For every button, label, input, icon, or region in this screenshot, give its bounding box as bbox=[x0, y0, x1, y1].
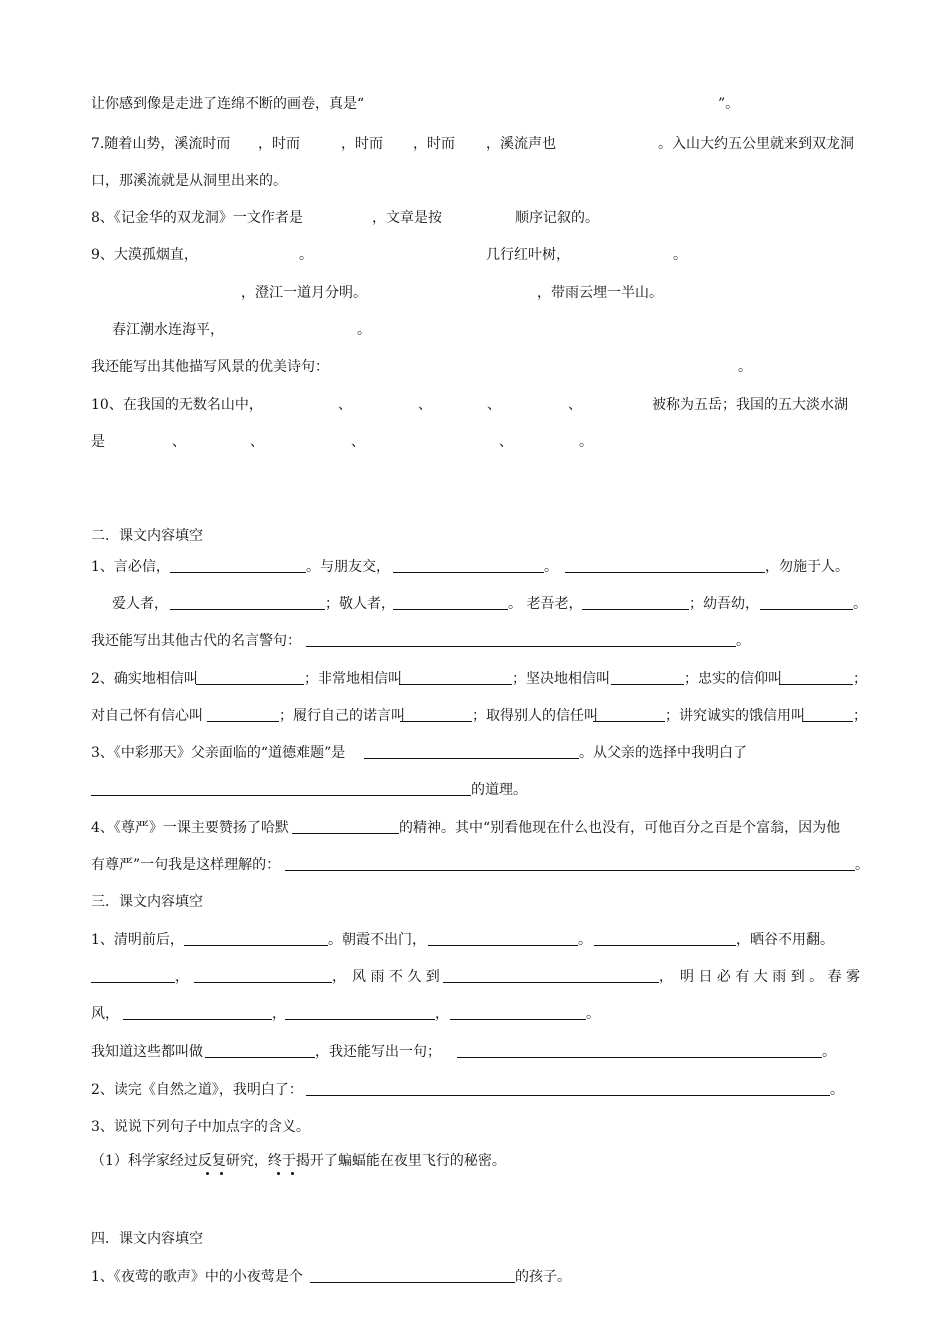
text-line: 让你感到像是走进了连绵不断的画卷，真是“ bbox=[91, 96, 365, 112]
section-title: 三．课文内容填空 bbox=[91, 894, 203, 910]
answer-blank[interactable] bbox=[310, 1282, 515, 1283]
text-line: 1、《夜莺的歌声》中的小夜莺是个 bbox=[91, 1269, 303, 1285]
text-line: ；履行自己的诺言叫 bbox=[279, 708, 405, 724]
answer-blank[interactable] bbox=[196, 684, 304, 685]
text-line: 。朝霞不出门， bbox=[328, 932, 426, 948]
text-line: ，带雨云埋一半山。 bbox=[537, 285, 663, 301]
text-line: 爱人者， bbox=[112, 596, 168, 612]
text-line: 、 bbox=[250, 434, 264, 450]
text-line: ，我还能写出一句； bbox=[315, 1044, 441, 1060]
text-line: 风， bbox=[91, 1006, 119, 1022]
text-line: 。 bbox=[736, 633, 750, 649]
answer-blank[interactable] bbox=[207, 721, 279, 722]
text-line: ，文章是按 bbox=[372, 210, 442, 226]
text-line: 的道理。 bbox=[471, 782, 527, 798]
text-line: ， bbox=[175, 969, 189, 985]
text-line: 是 bbox=[91, 434, 105, 450]
text-line: 、 bbox=[499, 434, 513, 450]
answer-blank[interactable] bbox=[760, 609, 853, 610]
text-line: 风 雨 不 久 到 bbox=[352, 969, 440, 985]
text-line: ；坚决地相信叫 bbox=[512, 671, 610, 687]
answer-blank[interactable] bbox=[364, 758, 579, 759]
text-line: 。 bbox=[822, 1044, 836, 1060]
text-line: 、 bbox=[487, 397, 501, 413]
text-line: 、 bbox=[418, 397, 432, 413]
text-line: 对自己怀有信心叫 bbox=[91, 708, 203, 724]
answer-blank[interactable] bbox=[306, 1095, 830, 1096]
answer-blank[interactable] bbox=[393, 572, 544, 573]
text-line: 。 bbox=[357, 322, 371, 338]
text-line: 。 bbox=[299, 247, 313, 263]
text-line: ，时而 bbox=[341, 136, 383, 152]
text-line: 。 bbox=[855, 857, 869, 873]
text-line: ；取得别人的信任叫 bbox=[472, 708, 598, 724]
text-line: 被称为五岳；我国的五大淡水湖 bbox=[652, 397, 848, 413]
text-line: 。 bbox=[544, 559, 558, 575]
text-line: 我还能写出其他描写风景的优美诗句： bbox=[91, 359, 329, 375]
text-line: （1）科学家经过反复研究，终于揭开了蝙蝠能在夜里飞行的秘密。 bbox=[91, 1153, 506, 1169]
answer-blank[interactable] bbox=[450, 1019, 586, 1020]
text-line: 春江潮水连海平， bbox=[112, 322, 224, 338]
text-line: ，溪流声也 bbox=[486, 136, 556, 152]
text-line: ， bbox=[332, 969, 346, 985]
text-line: 明 日 必 有 大 雨 到 。 春 雾 bbox=[680, 969, 861, 985]
answer-blank[interactable] bbox=[91, 795, 471, 796]
text-line: 口，那溪流就是从洞里出来的。 bbox=[91, 173, 287, 189]
text-line: ， bbox=[659, 969, 673, 985]
text-line: ；敬人者， bbox=[325, 596, 395, 612]
text-line: 2、确实地相信叫 bbox=[91, 671, 198, 687]
section-title: 四．课文内容填空 bbox=[91, 1231, 203, 1247]
answer-blank[interactable] bbox=[194, 982, 332, 983]
text-line: ； bbox=[853, 671, 867, 687]
text-line: 。 bbox=[738, 359, 752, 375]
text-line: ； bbox=[853, 708, 867, 724]
answer-blank[interactable] bbox=[205, 1057, 315, 1058]
answer-blank[interactable] bbox=[779, 684, 853, 685]
text-line: ；忠实的信仰叫 bbox=[684, 671, 782, 687]
text-line: 。 bbox=[579, 434, 593, 450]
text-line: 、 bbox=[172, 434, 186, 450]
text-line: 。从父亲的选择中我明白了 bbox=[579, 745, 747, 761]
text-line: ；非常地相信叫 bbox=[304, 671, 402, 687]
text-line: 、 bbox=[351, 434, 365, 450]
text-line: 几行红叶树， bbox=[486, 247, 570, 263]
text-line: ， bbox=[272, 1006, 286, 1022]
answer-blank[interactable] bbox=[170, 609, 325, 610]
text-line: ，勿施于人。 bbox=[765, 559, 849, 575]
text-line: 。 bbox=[853, 596, 867, 612]
text-line: 的孩子。 bbox=[515, 1269, 571, 1285]
answer-blank[interactable] bbox=[582, 609, 689, 610]
text-line: 我还能写出其他古代的名言警句： bbox=[91, 633, 301, 649]
answer-blank[interactable] bbox=[285, 1019, 435, 1020]
text-line: 10、在我国的无数名山中， bbox=[91, 397, 263, 413]
text-line: ，时而 bbox=[413, 136, 455, 152]
text-line: 1、言必信， bbox=[91, 559, 170, 575]
text-line: 、 bbox=[338, 397, 352, 413]
text-line: ；幼吾幼， bbox=[689, 596, 759, 612]
text-line: 9、大漠孤烟直， bbox=[91, 247, 198, 263]
answer-blank[interactable] bbox=[565, 572, 765, 573]
text-line: 4、《尊严》一课主要赞扬了哈默 bbox=[91, 820, 289, 836]
answer-blank[interactable] bbox=[306, 646, 736, 647]
answer-blank[interactable] bbox=[593, 721, 665, 722]
text-line: ， bbox=[435, 1006, 449, 1022]
text-line: 我知道这些都叫做 bbox=[91, 1044, 203, 1060]
answer-blank[interactable] bbox=[91, 982, 175, 983]
text-line: 1、清明前后， bbox=[91, 932, 184, 948]
text-line: 。 bbox=[586, 1006, 600, 1022]
answer-blank[interactable] bbox=[123, 1019, 272, 1020]
section-title: 二．课文内容填空 bbox=[91, 528, 203, 544]
answer-blank[interactable] bbox=[393, 609, 508, 610]
text-line: 。入山大约五公里就来到双龙洞 bbox=[658, 136, 854, 152]
text-line: 。 bbox=[830, 1082, 844, 1098]
answer-blank[interactable] bbox=[594, 945, 736, 946]
answer-blank[interactable] bbox=[184, 945, 328, 946]
text-line: 2、读完《自然之道》，我明白了： bbox=[91, 1082, 303, 1098]
text-line: 。 bbox=[578, 932, 592, 948]
answer-blank[interactable] bbox=[400, 721, 472, 722]
text-line: 8、《记金华的双龙洞》一文作者是 bbox=[91, 210, 303, 226]
text-line: 。 老吾老， bbox=[508, 596, 583, 612]
emphasis-dot bbox=[291, 1172, 294, 1175]
answer-blank[interactable] bbox=[399, 684, 512, 685]
text-line: 3、说说下列句子中加点字的含义。 bbox=[91, 1119, 310, 1135]
answer-blank[interactable] bbox=[457, 1057, 822, 1058]
answer-blank[interactable] bbox=[611, 684, 684, 685]
text-line: 、 bbox=[568, 397, 582, 413]
answer-blank[interactable] bbox=[285, 870, 855, 871]
text-line: ，澄江一道月分明。 bbox=[241, 285, 367, 301]
text-line: 3、《中彩那天》父亲面临的“道德难题”是 bbox=[91, 745, 346, 761]
answer-blank[interactable] bbox=[802, 721, 853, 722]
text-line: 。 bbox=[673, 247, 687, 263]
text-line: 的精神。其中“别看他现在什么也没有，可他百分之百是个富翁，因为他 bbox=[399, 820, 841, 836]
answer-blank[interactable] bbox=[292, 833, 399, 834]
answer-blank[interactable] bbox=[443, 982, 659, 983]
text-line: 有尊严”一句我是这样理解的： bbox=[91, 857, 281, 873]
text-line: 顺序记叙的。 bbox=[515, 210, 599, 226]
text-line: ，时而 bbox=[258, 136, 300, 152]
emphasis-dot bbox=[206, 1172, 209, 1175]
emphasis-dot bbox=[277, 1172, 280, 1175]
text-line: 7.随着山势，溪流时而 bbox=[91, 136, 231, 152]
text-line: ”。 bbox=[718, 96, 740, 112]
answer-blank[interactable] bbox=[428, 945, 578, 946]
text-line: 。与朋友交， bbox=[306, 559, 390, 575]
answer-blank[interactable] bbox=[170, 572, 306, 573]
text-line: ；讲究诚实的饿信用叫 bbox=[665, 708, 805, 724]
emphasis-dot bbox=[220, 1172, 223, 1175]
text-line: ，晒谷不用翻。 bbox=[736, 932, 834, 948]
